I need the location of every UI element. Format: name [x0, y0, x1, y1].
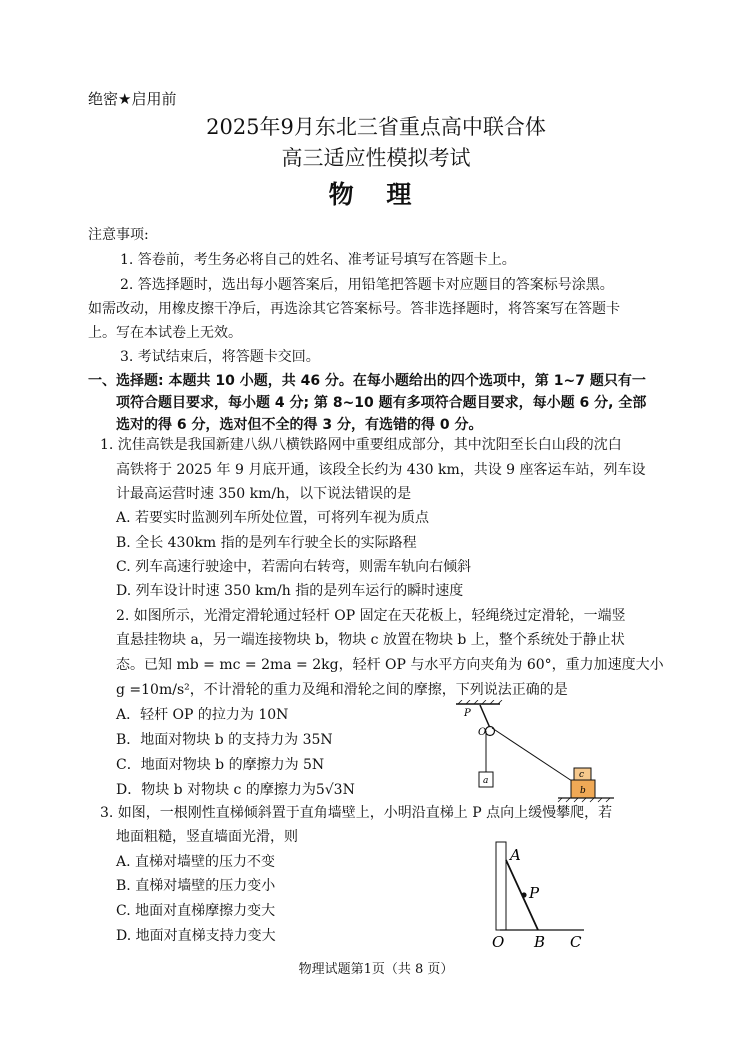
subject-title: 物 理	[328, 180, 424, 209]
label-o: O	[478, 727, 487, 738]
q3-option-c: C. 地面对直梯摩擦力变大	[116, 903, 276, 919]
label-p: P	[464, 708, 471, 719]
page-footer: 物理试题第1页（共 8 页）	[298, 962, 454, 977]
rope-slant	[492, 728, 572, 781]
pulley	[486, 727, 495, 736]
label-p: P	[529, 884, 540, 902]
label-a: a	[483, 776, 489, 786]
q2-stem-line4: g =10m/s²，不计滑轮的重力及绳和滑轮之间的摩擦，下列说法正确的是	[116, 682, 568, 698]
note-3: 3. 考试结束后，将答题卡交回。	[120, 349, 320, 365]
q1-option-c: C. 列车高速行驶途中，若需向右转弯，则需车轨向右倾斜	[116, 559, 472, 575]
exam-subtitle: 高三适应性模拟考试	[281, 146, 471, 170]
label-c: C	[570, 933, 582, 951]
q2-stem-line3: 态。已知 mb = mc = 2ma = 2kg，轻杆 OP 与水平方向夹角为 60°，重力加速度大小	[116, 657, 664, 673]
exam-title: 2025年9月东北三省重点高中联合体	[206, 115, 546, 139]
q3-option-a: A. 直梯对墙壁的压力不变	[116, 854, 276, 870]
q3-option-d: D. 地面对直梯支持力变大	[116, 928, 276, 944]
section-heading-line1: 一、选择题: 本题共 10 小题，共 46 分。在每小题给出的四个选项中，第 1~7 题只有一	[88, 373, 646, 389]
label-c: c	[579, 770, 585, 780]
q1-stem-line3: 计最高运营时速 350 km/h，以下说法错误的是	[116, 486, 412, 502]
label-o: O	[492, 933, 505, 951]
point-p	[521, 892, 526, 897]
rod-op	[480, 705, 490, 728]
q2-stem-line2: 直悬挂物块 a，另一端连接物块 b，物块 c 放置在物块 b 上，整个系统处于静止状	[116, 632, 625, 648]
q2-pulley-figure	[448, 700, 628, 820]
label-b: b	[580, 786, 586, 796]
q2-stem-line1: 2. 如图所示，光滑定滑轮通过轻杆 OP 固定在天花板上，轻绳绕过定滑轮，一端竖	[116, 608, 626, 624]
q1-option-a: A. 若要实时监测列车所处位置，可将列车视为质点	[116, 510, 430, 526]
section-heading-line3: 选对的得 6 分，选对但不全的得 3 分，有选错的得 0 分。	[116, 417, 483, 433]
note-1: 1. 答卷前，考生务必将自己的姓名、准考证号填写在答题卡上。	[120, 252, 516, 268]
q3-stem-line2: 地面粗糙，竖直墙面光滑，则	[116, 829, 298, 845]
q1-stem-line1: 1. 沈佳高铁是我国新建八纵八横铁路网中重要组成部分，其中沈阳至长白山段的沈白	[100, 437, 622, 453]
notes-heading: 注意事项:	[88, 227, 149, 243]
q2-option-d: D．物块 b 对物块 c 的摩擦力为5√3N	[116, 782, 355, 798]
q1-option-b: B. 全长 430km 指的是列车行驶全长的实际路程	[116, 535, 417, 551]
q3-option-b: B. 直梯对墙壁的压力变小	[116, 878, 276, 894]
q3-ladder-figure	[488, 838, 598, 952]
q1-stem-line2: 高铁将于 2025 年 9 月底开通，该段全长约为 430 km，共设 9 座客运车站，列车设	[116, 462, 646, 478]
section-heading-line2: 项符合题目要求，每小题 4 分; 第 8~10 题有多项符合题目要求，每小题 6 分, 全部	[116, 395, 647, 411]
q2-option-c: C．地面对物块 b 的摩擦力为 5N	[116, 757, 325, 773]
q2-option-b: B．地面对物块 b 的支持力为 35N	[116, 732, 333, 748]
confidential-mark: 绝密★启用前	[88, 90, 177, 108]
q1-option-d: D. 列车设计时速 350 km/h 指的是列车运行的瞬时速度	[116, 583, 464, 599]
note-2-line3: 上。写在本试卷上无效。	[88, 325, 242, 341]
q2-option-a: A．轻杆 OP 的拉力为 10N	[116, 707, 289, 723]
label-a: A	[510, 846, 521, 864]
wall	[496, 842, 506, 930]
note-2-line2: 如需改动，用橡皮擦干净后，再选涂其它答案标号。答非选择题时，将答案写在答题卡	[88, 301, 620, 317]
label-b: B	[534, 933, 546, 951]
q3-stem-line1: 3. 如图，一根刚性直梯倾斜置于直角墙壁上，小明沿直梯上 P 点向上缓慢攀爬，若	[100, 805, 613, 821]
note-2-line1: 2. 答选择题时，选出每小题答案后，用铅笔把答题卡对应题目的答案标号涂黑。	[120, 277, 614, 293]
